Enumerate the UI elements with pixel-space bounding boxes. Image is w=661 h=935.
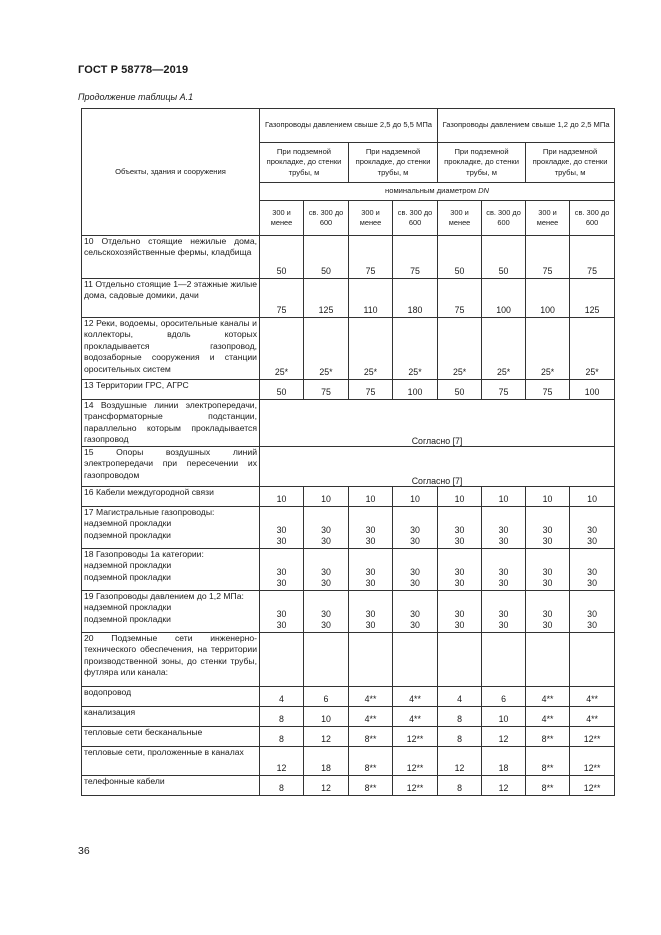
row-object-label: 13 Территории ГРС, АГРС <box>82 380 260 400</box>
value-cell: 4** <box>349 707 393 727</box>
value-cell: 100 <box>570 380 615 400</box>
value-cell: 110 <box>349 279 393 318</box>
value-cell: 75 <box>349 236 393 279</box>
value-cell <box>260 633 304 687</box>
value-cell: 30 30 <box>260 549 304 591</box>
value-cell: 30 30 <box>570 549 615 591</box>
value-cell: 10 <box>393 487 438 507</box>
value-cell: 25* <box>349 318 393 380</box>
value-cell: 75 <box>570 236 615 279</box>
value-cell: 10 <box>438 487 482 507</box>
row-object-label: тепловые сети бесканальные <box>82 727 260 747</box>
row-object-label: 11 Отдельно стоящие 1—2 этажные жилые дома, садовые домики, дачи <box>82 279 260 318</box>
value-cell: 8 <box>438 727 482 747</box>
value-cell: 25* <box>526 318 570 380</box>
value-cell: 50 <box>438 380 482 400</box>
value-cell: 4** <box>526 707 570 727</box>
value-cell: 10 <box>304 707 349 727</box>
value-cell: 30 30 <box>349 507 393 549</box>
value-cell: 12** <box>570 727 615 747</box>
value-cell: 12 <box>438 747 482 776</box>
value-cell: 50 <box>438 236 482 279</box>
value-cell: 75 <box>482 380 526 400</box>
value-cell: 125 <box>570 279 615 318</box>
row-object-label: 17 Магистральные газопроводы: надземной прокладки подземной прокладки <box>82 507 260 549</box>
value-cell: 30 30 <box>393 591 438 633</box>
value-cell: 12 <box>482 776 526 796</box>
value-cell: 30 30 <box>438 591 482 633</box>
value-cell: 12 <box>482 727 526 747</box>
value-cell: 30 30 <box>304 591 349 633</box>
underground-header: При подземной прокладке, до стенки трубы, м <box>438 143 526 183</box>
value-cell: 8** <box>349 747 393 776</box>
value-cell: 4** <box>349 687 393 707</box>
value-cell <box>349 633 393 687</box>
value-cell: 30 30 <box>482 507 526 549</box>
value-cell: 30 30 <box>570 507 615 549</box>
diameter-large-header: св. 300 до 600 <box>304 201 349 236</box>
value-cell: 12** <box>570 776 615 796</box>
value-cell: 75 <box>526 380 570 400</box>
table-row <box>82 747 615 776</box>
row-object-label: 14 Воздушные линии электропередачи, трансформаторные подстанции, параллельно которым прокладывается газопровод <box>82 400 260 447</box>
diameter-large-header: св. 300 до 600 <box>393 201 438 236</box>
diameter-large-header: св. 300 до 600 <box>570 201 615 236</box>
table-row <box>82 549 615 591</box>
value-cell: 10 <box>482 487 526 507</box>
value-cell: 30 30 <box>393 507 438 549</box>
value-cell: 8** <box>526 727 570 747</box>
table-caption: Продолжение таблицы А.1 <box>78 92 194 102</box>
value-cell: 180 <box>393 279 438 318</box>
value-cell: 12** <box>393 747 438 776</box>
row-object-label: телефонные кабели <box>82 776 260 796</box>
value-cell: 50 <box>260 236 304 279</box>
value-cell: 30 30 <box>526 549 570 591</box>
value-cell: 125 <box>304 279 349 318</box>
value-cell: 25* <box>304 318 349 380</box>
objects-header: Объекты, здания и сооружения <box>82 109 260 236</box>
value-cell <box>570 633 615 687</box>
aboveground-header: При надземной прокладке, до стенки трубы, м <box>349 143 438 183</box>
value-cell: 18 <box>304 747 349 776</box>
table-row <box>82 400 615 447</box>
group-header-mid-pressure: Газопроводы давлением свыше 1,2 до 2,5 МПа <box>438 109 615 143</box>
value-cell: 4** <box>393 687 438 707</box>
aboveground-header: При надземной прокладке, до стенки трубы, м <box>526 143 615 183</box>
value-cell: 6 <box>304 687 349 707</box>
value-cell <box>304 633 349 687</box>
table-row <box>82 507 615 549</box>
value-cell: 4** <box>570 687 615 707</box>
span-value-cell: Согласно [7] <box>260 447 615 487</box>
value-cell: 12 <box>304 776 349 796</box>
value-cell: 30 30 <box>304 507 349 549</box>
value-cell: 50 <box>482 236 526 279</box>
row-object-label: 12 Реки, водоемы, оросительные каналы и коллекторы, вдоль которых прокладывается газопровод, водозаборные сооружения и станции оросительных систем <box>82 318 260 380</box>
diameter-small-header: 300 и менее <box>349 201 393 236</box>
value-cell: 75 <box>260 279 304 318</box>
value-cell: 30 30 <box>438 507 482 549</box>
value-cell: 75 <box>438 279 482 318</box>
table-row <box>82 279 615 318</box>
table-row <box>82 236 615 279</box>
table-row <box>82 687 615 707</box>
value-cell: 4 <box>260 687 304 707</box>
value-cell: 30 30 <box>482 591 526 633</box>
table-row <box>82 707 615 727</box>
row-object-label: 18 Газопроводы 1а категории: надземной прокладки подземной прокладки <box>82 549 260 591</box>
value-cell: 12 <box>304 727 349 747</box>
table-row <box>82 447 615 487</box>
value-cell: 30 30 <box>349 549 393 591</box>
value-cell: 30 30 <box>260 591 304 633</box>
document-title: ГОСТ Р 58778—2019 <box>78 64 189 76</box>
row-object-label: водопровод <box>82 687 260 707</box>
diameter-small-header: 300 и менее <box>526 201 570 236</box>
row-object-label: 16 Кабели междугородной связи <box>82 487 260 507</box>
row-object-label: 15 Опоры воздушных линий электропередачи при пересечении их газопроводом <box>82 447 260 487</box>
value-cell: 10 <box>526 487 570 507</box>
value-cell: 100 <box>393 380 438 400</box>
value-cell: 8** <box>349 776 393 796</box>
value-cell: 100 <box>482 279 526 318</box>
table-row <box>82 591 615 633</box>
value-cell: 6 <box>482 687 526 707</box>
value-cell: 30 30 <box>304 549 349 591</box>
table-row <box>82 727 615 747</box>
table-row <box>82 776 615 796</box>
value-cell: 18 <box>482 747 526 776</box>
value-cell: 100 <box>526 279 570 318</box>
table-body <box>82 236 615 796</box>
nominal-diameter-header <box>260 183 615 201</box>
value-cell: 25* <box>482 318 526 380</box>
diameter-small-header: 300 и менее <box>438 201 482 236</box>
value-cell: 12 <box>260 747 304 776</box>
value-cell: 8** <box>349 727 393 747</box>
value-cell: 30 30 <box>570 591 615 633</box>
value-cell: 12** <box>570 747 615 776</box>
distance-table <box>81 108 615 796</box>
underground-header: При подземной прокладке, до стенки трубы, м <box>260 143 349 183</box>
row-object-label: канализация <box>82 707 260 727</box>
value-cell: 30 30 <box>526 591 570 633</box>
value-cell: 8 <box>260 727 304 747</box>
dn-symbol: DN <box>478 186 490 196</box>
value-cell: 30 30 <box>526 507 570 549</box>
row-object-label: 20 Подземные сети инженерно-технического обеспечения, на территории производственной зоны, до стенки трубы, футляра или канала: <box>82 633 260 687</box>
nominal-diameter-text: номинальным диаметром <box>385 186 479 196</box>
page-number: 36 <box>78 845 90 857</box>
table-row <box>82 318 615 380</box>
row-object-label: тепловые сети, проложенные в каналах <box>82 747 260 776</box>
value-cell: 25* <box>570 318 615 380</box>
diameter-small-header: 300 и менее <box>260 201 304 236</box>
value-cell: 10 <box>349 487 393 507</box>
value-cell: 25* <box>438 318 482 380</box>
value-cell: 8 <box>260 707 304 727</box>
value-cell: 75 <box>304 380 349 400</box>
value-cell: 75 <box>526 236 570 279</box>
value-cell: 10 <box>260 487 304 507</box>
row-object-label: 10 Отдельно стоящие нежилые дома, сельскохозяйственные фермы, кладбища <box>82 236 260 279</box>
value-cell: 75 <box>393 236 438 279</box>
value-cell <box>393 633 438 687</box>
value-cell: 12** <box>393 776 438 796</box>
value-cell: 4 <box>438 687 482 707</box>
value-cell: 50 <box>260 380 304 400</box>
table-row <box>82 633 615 687</box>
value-cell <box>526 633 570 687</box>
value-cell <box>438 633 482 687</box>
value-cell: 12** <box>393 727 438 747</box>
value-cell: 30 30 <box>393 549 438 591</box>
value-cell: 4** <box>526 687 570 707</box>
value-cell: 8** <box>526 747 570 776</box>
value-cell: 8 <box>438 776 482 796</box>
value-cell: 30 30 <box>482 549 526 591</box>
value-cell: 4** <box>570 707 615 727</box>
value-cell: 30 30 <box>260 507 304 549</box>
span-value-cell: Согласно [7] <box>260 400 615 447</box>
value-cell: 50 <box>304 236 349 279</box>
value-cell: 10 <box>570 487 615 507</box>
value-cell: 30 30 <box>349 591 393 633</box>
value-cell <box>482 633 526 687</box>
row-object-label: 19 Газопроводы давлением до 1,2 МПа: надземной прокладки подземной прокладки <box>82 591 260 633</box>
value-cell: 30 30 <box>438 549 482 591</box>
diameter-large-header: св. 300 до 600 <box>482 201 526 236</box>
value-cell: 25* <box>260 318 304 380</box>
value-cell: 10 <box>482 707 526 727</box>
value-cell: 75 <box>349 380 393 400</box>
table-row <box>82 487 615 507</box>
value-cell: 4** <box>393 707 438 727</box>
value-cell: 8** <box>526 776 570 796</box>
value-cell: 8 <box>260 776 304 796</box>
value-cell: 8 <box>438 707 482 727</box>
value-cell: 10 <box>304 487 349 507</box>
table-row <box>82 380 615 400</box>
group-header-high-pressure: Газопроводы давлением свыше 2,5 до 5,5 МПа <box>260 109 438 143</box>
value-cell: 25* <box>393 318 438 380</box>
